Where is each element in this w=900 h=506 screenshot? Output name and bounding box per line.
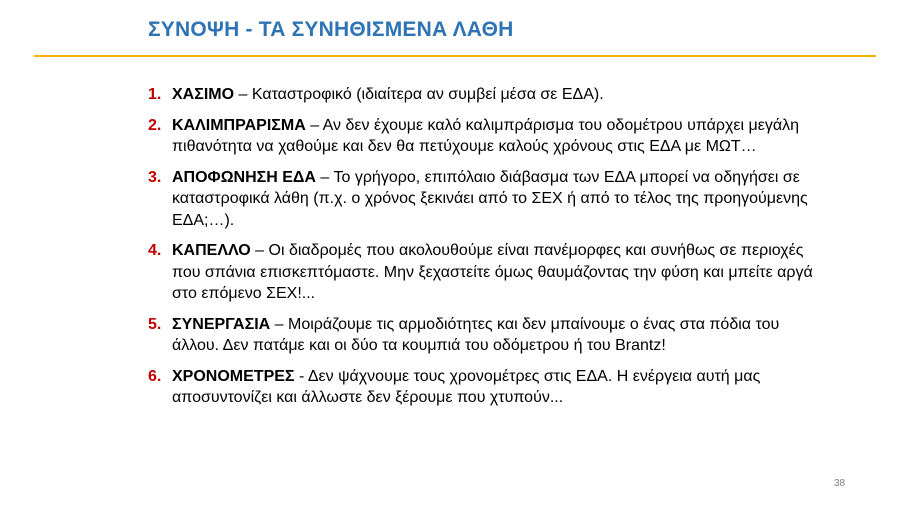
item-number: 3. (148, 168, 162, 186)
list-item-5 (148, 314, 828, 357)
item-term: ΣΥΝΕΡΓΑΣΙΑ (172, 315, 271, 333)
list-item-6 (148, 366, 828, 409)
item-separator: – (305, 116, 323, 134)
item-term: ΚΑΠΕΛΛΟ (172, 242, 251, 259)
item-description: Οι διαδρομές που ακολουθούμε είναι πανέμορφες και συνήθως σε περιοχές που σπάνια επισκεπτόμαστε. Μην ξεχαστείτε όμως θαυμάζοντας την φύση και μπείτε αργά στο επόμενο ΣΕΧ!... (172, 242, 813, 302)
slide-title: ΣΥΝΟΨΗ - ΤΑ ΣΥΝΗΘΙΣΜΕΝΑ ΛΑΘΗ (148, 18, 514, 41)
list-item-1 (148, 84, 828, 106)
item-body (172, 240, 828, 305)
item-separator: – (250, 242, 269, 259)
item-term: ΚΑΛΙΜΠΡΑΡΙΣΜΑ (172, 116, 306, 134)
item-number: 1. (148, 86, 162, 103)
list-item-2 (148, 115, 828, 158)
item-body (172, 314, 828, 357)
item-separator: – (315, 168, 334, 186)
item-number: 2. (148, 116, 162, 134)
item-description: Το γρήγορο, επιπόλαιο διάβασμα των ΕΔΑ μπορεί να οδηγήσει σε καταστροφικά λάθη (π.χ. ο χρόνος ξεκινάει από το ΣΕΧ ή από το τέλος της προηγούμενης ΕΔΑ;…). (172, 168, 808, 229)
item-separator: – (234, 86, 252, 103)
item-number: 4. (148, 242, 162, 259)
item-separator: - (294, 367, 308, 385)
item-body (172, 84, 828, 106)
item-description: Μοιράζουμε τις αρμοδιότητες και δεν μπαίνουμε ο ένας στα πόδια του άλλου. Δεν πατάμε και οι δύο τα κουμπιά του οδόμετρου ή του Brantz! (172, 315, 780, 354)
item-term: ΧΑΣΙΜΟ (172, 86, 235, 103)
item-description: Αν δεν έχουμε καλό καλιμπράρισμα του οδομέτρου υπάρχει μεγάλη πιθανότητα να χαθούμε και δεν θα πετύχουμε καλούς χρόνους στις ΕΔΑ με ΜΩΤ… (172, 116, 800, 155)
item-body (172, 366, 828, 409)
page-number: 38 (834, 478, 846, 489)
item-number: 6. (148, 367, 162, 385)
list-item-3 (148, 167, 828, 232)
item-body (172, 115, 828, 158)
item-description: Καταστροφικό (ιδιαίτερα αν συμβεί μέσα σε ΕΔΑ). (251, 86, 604, 103)
item-description: Δεν ψάχνουμε τους χρονομέτρες στις ΕΔΑ. Η ενέργεια αυτή μας αποσυντονίζει και άλλωστε δεν ξέρουμε που χτυπούν... (172, 367, 761, 406)
item-term: ΧΡΟΝΟΜΕΤΡΕΣ (172, 367, 295, 385)
title-divider (34, 55, 876, 57)
item-number: 5. (148, 315, 162, 333)
item-body (172, 167, 828, 232)
item-term: ΑΠΟΦΩΝΗΣΗ ΕΔΑ (172, 168, 316, 186)
mistakes-list (148, 84, 828, 418)
list-item-4 (148, 240, 828, 305)
item-separator: – (270, 315, 288, 333)
